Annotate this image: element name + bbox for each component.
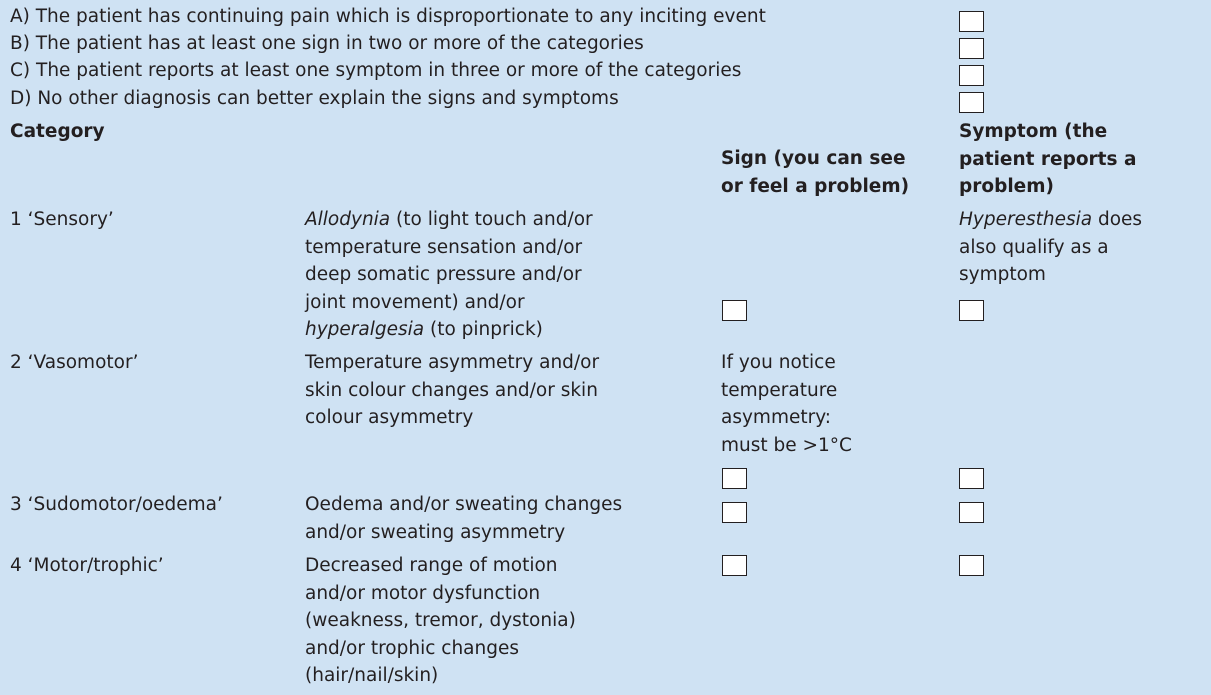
criterion-c-text: C) The patient reports at least one symptom in three or more of the categories [10,60,742,81]
motor-trophic-description: Decreased range of motion and/or motor dysfunction (weakness, tremor, dystonia) and/or trophic changes (hair/nail/skin) [305,555,576,686]
criterion-b-text: B) The patient has at least one sign in two or more of the categories [10,33,644,54]
criterion-d-text: D) No other diagnosis can better explain the signs and symptoms [10,88,619,109]
vasomotor-sign-note: If you notice temperature asymmetry: must be >1°C [721,352,852,456]
motor-trophic-symptom-checkbox[interactable] [959,555,984,576]
sensory-symptom-checkbox[interactable] [959,300,984,321]
criterion-c-checkbox[interactable] [959,65,984,86]
category-vasomotor: 2 ‘Vasomotor’ [10,352,139,373]
category-sensory: 1 ‘Sensory’ [10,209,114,230]
category-header: Category [10,121,105,142]
sensory-sign-checkbox[interactable] [722,300,747,321]
symptom-header: Symptom (the patient reports a problem) [959,121,1137,197]
criterion-a-checkbox[interactable] [959,11,984,32]
motor-trophic-sign-checkbox[interactable] [722,555,747,576]
criterion-d-checkbox[interactable] [959,92,984,113]
category-sudomotor-oedema: 3 ‘Sudomotor/oedema’ [10,494,223,515]
criterion-b-checkbox[interactable] [959,38,984,59]
criterion-a-text: A) The patient has continuing pain which is disproportionate to any inciting event [10,6,766,27]
sudomotor-sign-checkbox[interactable] [722,502,747,523]
vasomotor-symptom-checkbox[interactable] [959,468,984,489]
sensory-symptom-note: Hyperesthesia does also qualify as a symptom [959,209,1143,285]
sudomotor-description: Oedema and/or sweating changes and/or sweating asymmetry [305,494,623,543]
vasomotor-description: Temperature asymmetry and/or skin colour changes and/or skin colour asymmetry [305,352,600,428]
sensory-description: Allodynia (to light touch and/or temperature sensation and/or deep somatic pressure and/or joint movement) and/or hyperalgesia (to pinprick) [305,209,593,340]
vasomotor-sign-checkbox[interactable] [722,468,747,489]
sudomotor-symptom-checkbox[interactable] [959,502,984,523]
sign-header: Sign (you can see or feel a problem) [721,148,910,197]
category-motor-trophic: 4 ‘Motor/trophic’ [10,555,164,576]
